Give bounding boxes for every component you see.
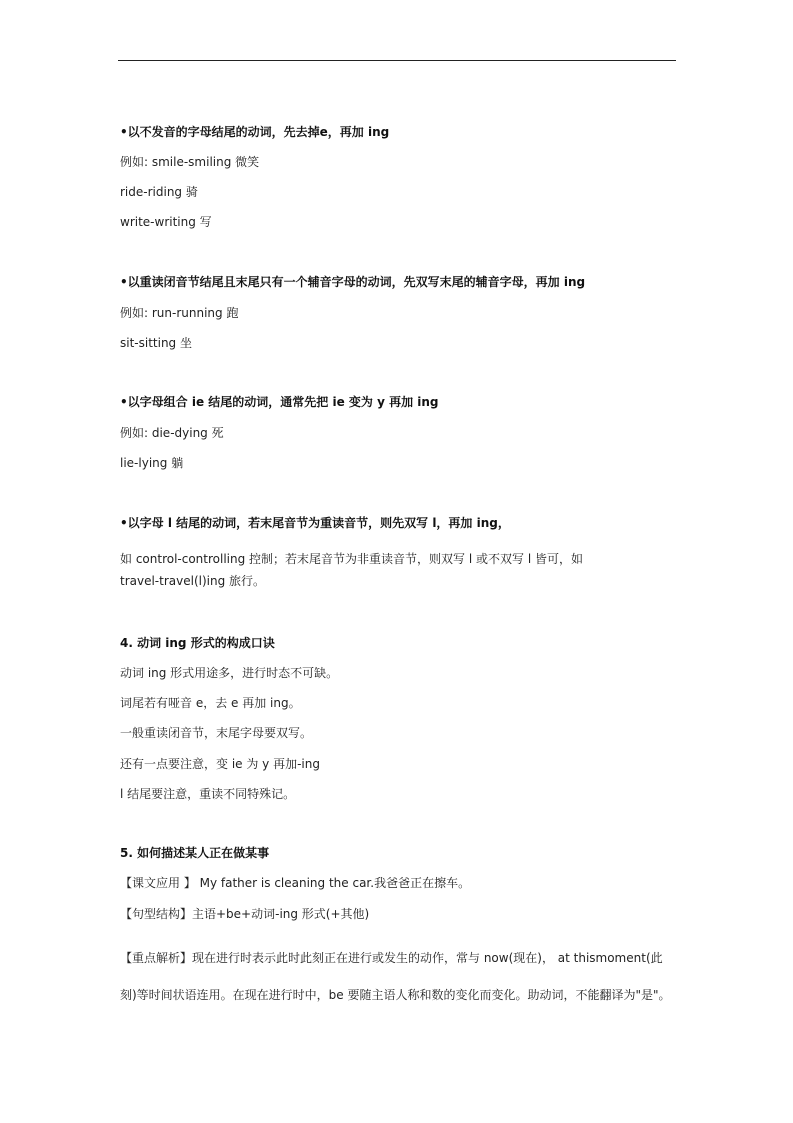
section-heading-4: 4. 动词 ing 形式的构成口诀 (120, 636, 275, 650)
paragraph-line: travel-travel(l)ing 旅行。 (120, 574, 266, 588)
rule-heading-double-consonant: •以重读闭音节结尾且末尾只有一个辅音字母的动词，先双写末尾的辅音字母，再加 ing (120, 275, 586, 289)
rhyme-line: 动词 ing 形式用途多，进行时态不可缺。 (120, 666, 339, 680)
example-line: 例如: smile-smiling 微笑 (120, 155, 260, 169)
text-application-line: 【课文应用 】 My father is cleaning the car.我爸爸正在擦车。 (120, 876, 471, 890)
section-heading-5: 5. 如何描述某人正在做某事 (120, 846, 270, 860)
example-line: sit-sitting 坐 (120, 336, 192, 350)
sentence-structure-line: 【句型结构】主语+be+动词-ing 形式(+其他) (120, 907, 370, 921)
example-line: ride-riding 骑 (120, 185, 198, 199)
rhyme-line: 词尾若有哑音 e，去 e 再加 ing。 (120, 696, 301, 710)
example-line: 例如: die-dying 死 (120, 426, 224, 440)
paragraph-line: 如 control-controlling 控制；若末尾音节为非重读音节，则双写 l 或不双写 l 皆可，如 (120, 552, 583, 566)
example-line: lie-lying 躺 (120, 456, 184, 470)
rule-heading-ie: •以字母组合 ie 结尾的动词，通常先把 ie 变为 y 再加 ing (120, 395, 439, 409)
rhyme-line: 还有一点要注意，变 ie 为 y 再加-ing (120, 757, 320, 771)
example-line: 例如: run-running 跑 (120, 306, 239, 320)
analysis-line: 刻)等时间状语连用。在现在进行时中，be 要随主语人称和数的变化而变化。助动词，不能翻译为"是"。 (120, 988, 671, 1002)
rule-heading-l-ending: •以字母 l 结尾的动词，若末尾音节为重读音节，则先双写 l，再加 ing， (120, 516, 510, 530)
header-rule (118, 60, 676, 61)
rhyme-line: 一般重读闭音节，末尾字母要双写。 (120, 726, 313, 740)
rhyme-line: l 结尾要注意，重读不同特殊记。 (120, 787, 296, 801)
example-line: write-writing 写 (120, 215, 212, 229)
analysis-line: 【重点解析】现在进行时表示此时此刻正在进行或发生的动作，常与 now(现在)， at thismoment(此 (120, 951, 663, 965)
rule-heading-silent-e: •以不发音的字母结尾的动词，先去掉e，再加 ing (120, 125, 390, 139)
